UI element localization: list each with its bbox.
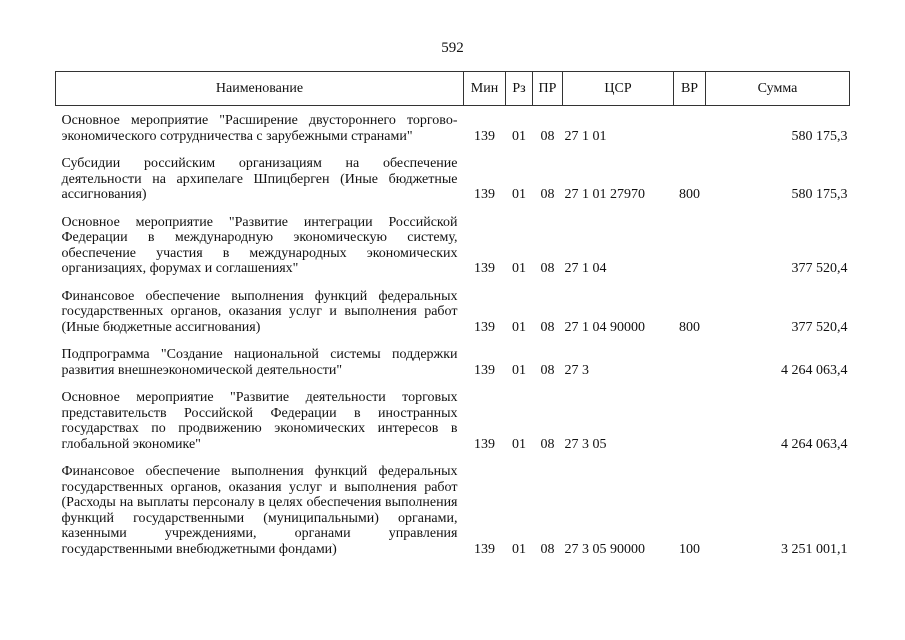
row-csr: 27 1 04 — [564, 261, 607, 276]
row-name: Финансовое обеспечение выполнения функций федеральных государственных органов, оказания услуг и выполнения работ (Расходы на выплаты персоналу в целях обеспечения выполнения функций государственными (муниципальными) органами, казенными учреждениями, органами управления государственными внебюджетными фондами) — [61, 464, 458, 557]
header-pr: ПР — [533, 72, 563, 106]
row-name: Основное мероприятие "Расширение двустороннего торгово-экономического сотрудничества с зарубежными странами" — [61, 113, 458, 144]
row-rz: 01 — [512, 362, 526, 378]
row-min: 139 — [474, 436, 495, 452]
row-vr — [674, 340, 706, 383]
table-header-row — [56, 72, 850, 106]
row-sum: 4 264 063,4 — [781, 436, 848, 452]
row-name: Подпрограмма "Создание национальной системы поддержки развития внешнеэкономической деятельности" — [61, 347, 458, 378]
header-sum: Сумма — [706, 72, 850, 106]
row-name: Финансовое обеспечение выполнения функций федеральных государственных органов, оказания услуг и выполнения работ (Иные бюджетные ассигнования) — [61, 288, 458, 335]
row-vr: 800 — [679, 319, 700, 335]
row-rz: 01 — [512, 128, 526, 144]
header-csr: ЦСР — [563, 72, 674, 106]
row-sum: 580 175,3 — [791, 128, 848, 144]
row-sum: 377 520,4 — [791, 261, 848, 276]
row-sum: 4 264 063,4 — [781, 362, 848, 378]
row-min: 139 — [474, 541, 495, 557]
row-csr: 27 1 01 27970 — [564, 187, 645, 202]
row-csr: 27 3 05 — [564, 436, 607, 452]
row-vr — [674, 106, 706, 150]
row-min: 139 — [474, 319, 495, 335]
page-number: 592 — [441, 40, 464, 56]
row-name: Основное мероприятие "Развитие деятельности торговых представительств Российской Федерации в иностранных государствах по продвижению экономических интересов в глобальной экономике" — [61, 390, 458, 452]
row-rz: 01 — [512, 436, 526, 452]
row-name: Субсидии российским организациям на обеспечение деятельности на архипелаге Шпицберген (Иные бюджетные ассигнования) — [61, 156, 458, 202]
row-rz: 01 — [512, 261, 526, 276]
row-sum: 580 175,3 — [791, 187, 848, 202]
row-vr: 100 — [679, 541, 700, 557]
row-sum: 377 520,4 — [791, 319, 848, 335]
row-rz: 01 — [512, 319, 526, 335]
header-name: Наименование — [56, 72, 464, 106]
header-rz: Рз — [506, 72, 533, 106]
row-min: 139 — [474, 128, 495, 144]
row-min: 139 — [474, 261, 495, 276]
row-pr: 08 — [540, 128, 555, 144]
table-row — [56, 149, 850, 208]
table-row — [56, 383, 850, 457]
row-vr — [674, 383, 706, 457]
row-csr: 27 1 04 90000 — [564, 319, 645, 335]
header-min: Мин — [464, 72, 506, 106]
row-pr: 08 — [540, 436, 555, 452]
table-row — [56, 106, 850, 150]
row-pr: 08 — [540, 187, 555, 202]
row-vr: 800 — [679, 187, 700, 202]
row-min: 139 — [474, 362, 495, 378]
row-pr: 08 — [540, 261, 555, 276]
row-csr: 27 3 — [564, 362, 589, 378]
row-csr: 27 3 05 90000 — [564, 541, 645, 557]
table-row — [56, 340, 850, 383]
row-csr: 27 1 01 — [564, 128, 607, 144]
row-name: Основное мероприятие "Развитие интеграции Российской Федерации в международную экономическую систему, обеспечение участия в международных экономических организациях, форумах и соглашениях" — [61, 214, 458, 276]
row-rz: 01 — [512, 541, 526, 557]
row-min: 139 — [474, 187, 495, 202]
row-vr — [674, 208, 706, 282]
row-pr: 08 — [540, 319, 555, 335]
row-rz: 01 — [512, 187, 526, 202]
row-pr: 08 — [540, 541, 555, 557]
row-sum: 3 251 001,1 — [781, 541, 848, 557]
row-pr: 08 — [540, 362, 555, 378]
header-vr: ВР — [674, 72, 706, 106]
table-row — [56, 208, 850, 282]
budget-table — [55, 71, 850, 562]
table-row — [56, 457, 850, 562]
table-row — [56, 282, 850, 341]
